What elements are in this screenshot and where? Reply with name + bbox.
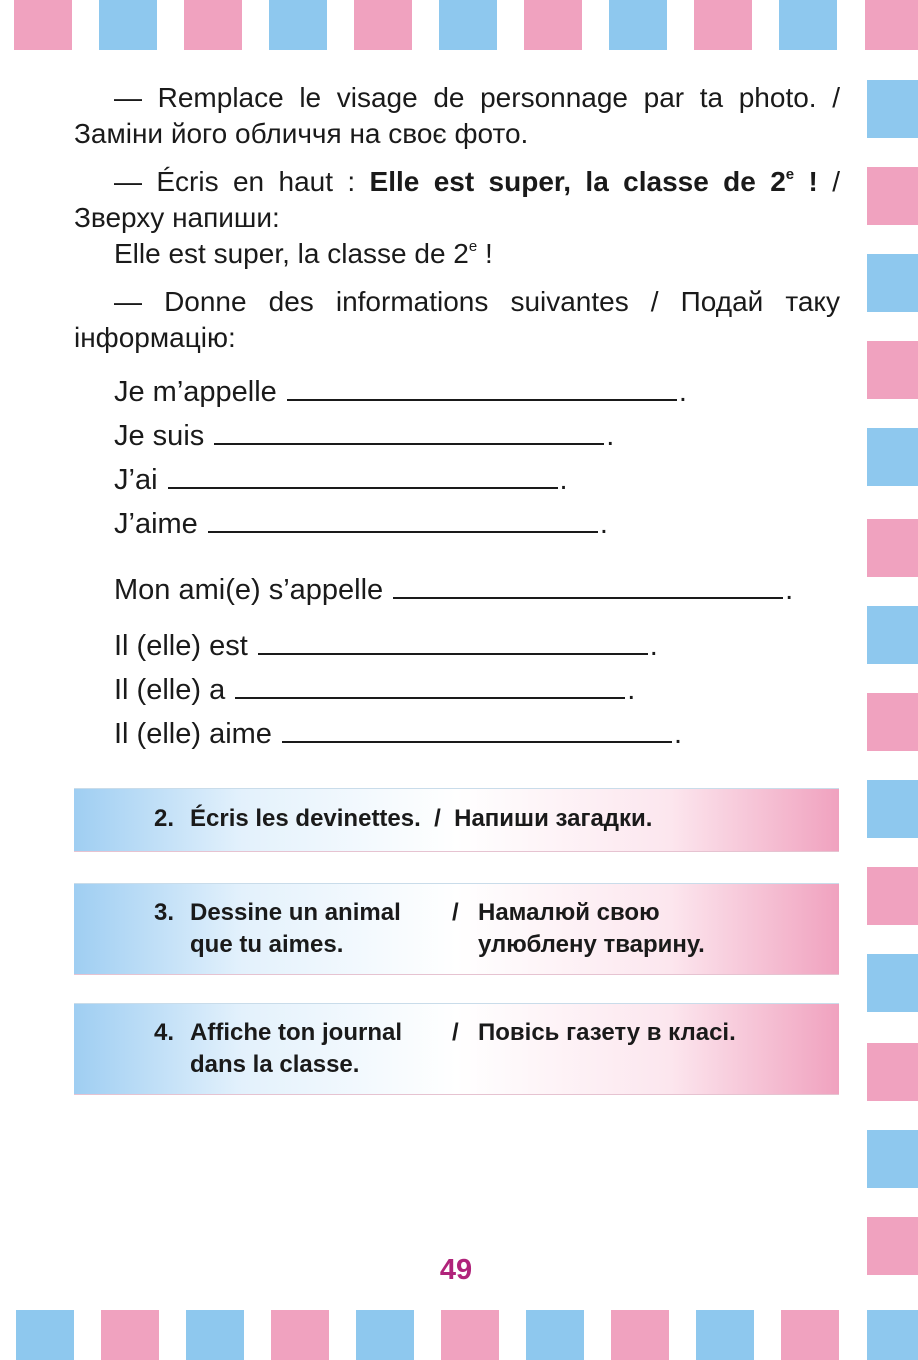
border-square xyxy=(867,341,918,399)
border-square xyxy=(867,167,918,225)
border-square xyxy=(439,0,497,50)
fill-line-friend-a xyxy=(114,672,635,708)
task-number: 3. xyxy=(154,899,175,926)
border-square xyxy=(867,80,918,138)
fill-label: Je m’appelle xyxy=(114,376,277,408)
task-text: Écris les devinettes. / Напиши загадки. xyxy=(190,805,653,832)
border-square xyxy=(865,0,918,50)
task-separator: / xyxy=(452,1019,459,1046)
instruction-write-top xyxy=(74,164,840,236)
border-square xyxy=(867,606,918,664)
task-separator: / xyxy=(452,899,459,926)
answer-blank[interactable] xyxy=(168,465,558,489)
border-square xyxy=(14,0,72,50)
border-square xyxy=(867,954,918,1012)
border-square xyxy=(356,1310,414,1360)
fill-line-friend-est xyxy=(114,628,658,664)
border-square xyxy=(867,693,918,751)
phrase-sup: e xyxy=(468,238,478,255)
border-square xyxy=(609,0,667,50)
border-square xyxy=(611,1310,669,1360)
fill-label: Il (elle) aime xyxy=(114,718,272,750)
fill-end: . xyxy=(627,674,636,706)
fill-end: . xyxy=(606,420,615,452)
fill-end: . xyxy=(785,574,794,606)
fill-line-aime xyxy=(114,506,608,542)
instruction-suffix: / Зверху напиши: xyxy=(74,166,840,233)
task-number: 2. xyxy=(154,805,175,832)
task-uk-line: Намалюй свою xyxy=(478,899,660,926)
fill-line-friend-aime xyxy=(114,716,682,752)
task-fr-line: Affiche ton journal xyxy=(190,1019,402,1046)
border-square xyxy=(867,780,918,838)
fill-line-suis xyxy=(114,418,614,454)
border-square xyxy=(867,519,918,577)
instruction-photo: — Remplace le visage de personnage par ta photo. / Заміни його обличчя на своє фото. xyxy=(74,82,840,149)
fill-line-name xyxy=(114,374,687,410)
fill-label: Il (elle) est xyxy=(114,630,248,662)
fill-end: . xyxy=(678,376,687,408)
fill-line-ai xyxy=(114,462,568,498)
answer-blank[interactable] xyxy=(258,631,648,655)
phrase-line xyxy=(74,236,840,272)
phrase-end: ! xyxy=(477,238,493,269)
border-square xyxy=(867,428,918,486)
border-square xyxy=(694,0,752,50)
answer-blank[interactable] xyxy=(235,675,625,699)
border-square xyxy=(16,1310,74,1360)
task-uk-line: Повісь газету в класі. xyxy=(478,1019,736,1046)
border-square xyxy=(269,0,327,50)
border-square xyxy=(524,0,582,50)
border-square xyxy=(867,254,918,312)
fill-end: . xyxy=(649,630,658,662)
answer-blank[interactable] xyxy=(287,377,677,401)
border-square xyxy=(779,0,837,50)
task-2-banner xyxy=(74,788,839,852)
fill-end: . xyxy=(673,718,682,750)
border-square xyxy=(354,0,412,50)
instruction-info: — Donne des informations suivantes / Подай таку інформацію: xyxy=(74,286,840,353)
instruction-prefix: — Écris en haut : xyxy=(114,166,370,197)
task-4-banner xyxy=(74,1003,839,1095)
answer-blank[interactable] xyxy=(393,575,783,599)
answer-blank[interactable] xyxy=(208,509,598,533)
task-number: 4. xyxy=(154,1019,175,1046)
fill-label: Mon ami(e) s’appelle xyxy=(114,574,384,606)
border-square xyxy=(441,1310,499,1360)
border-square xyxy=(867,1043,918,1101)
task-fr-line: que tu aimes. xyxy=(190,931,344,958)
fill-label: Il (elle) a xyxy=(114,674,226,706)
fill-label: J’ai xyxy=(114,464,158,496)
task-fr-line: Dessine un animal xyxy=(190,899,401,926)
border-square xyxy=(271,1310,329,1360)
border-square xyxy=(526,1310,584,1360)
instruction-bold-sup: e xyxy=(785,166,795,183)
fill-end: . xyxy=(599,508,608,540)
fill-end: . xyxy=(559,464,568,496)
border-square xyxy=(99,0,157,50)
border-square xyxy=(781,1310,839,1360)
border-square xyxy=(867,867,918,925)
fill-label: J’aime xyxy=(114,508,198,540)
border-square xyxy=(696,1310,754,1360)
border-square xyxy=(867,1130,918,1188)
instruction-bold-end: ! xyxy=(794,166,818,197)
border-square xyxy=(186,1310,244,1360)
instruction-bold: Elle est super, la classe de 2 xyxy=(369,166,786,197)
phrase-text: Elle est super, la classe de 2 xyxy=(114,238,469,269)
answer-blank[interactable] xyxy=(282,719,672,743)
fill-label: Je suis xyxy=(114,420,205,452)
task-uk-line: улюблену тварину. xyxy=(478,931,705,958)
border-square xyxy=(184,0,242,50)
fill-line-friend-name xyxy=(114,572,793,608)
answer-blank[interactable] xyxy=(214,421,604,445)
border-square xyxy=(867,1310,918,1360)
border-square xyxy=(101,1310,159,1360)
page-number: 49 xyxy=(439,1254,473,1286)
task-3-banner xyxy=(74,883,839,975)
task-fr-line: dans la classe. xyxy=(190,1051,360,1078)
